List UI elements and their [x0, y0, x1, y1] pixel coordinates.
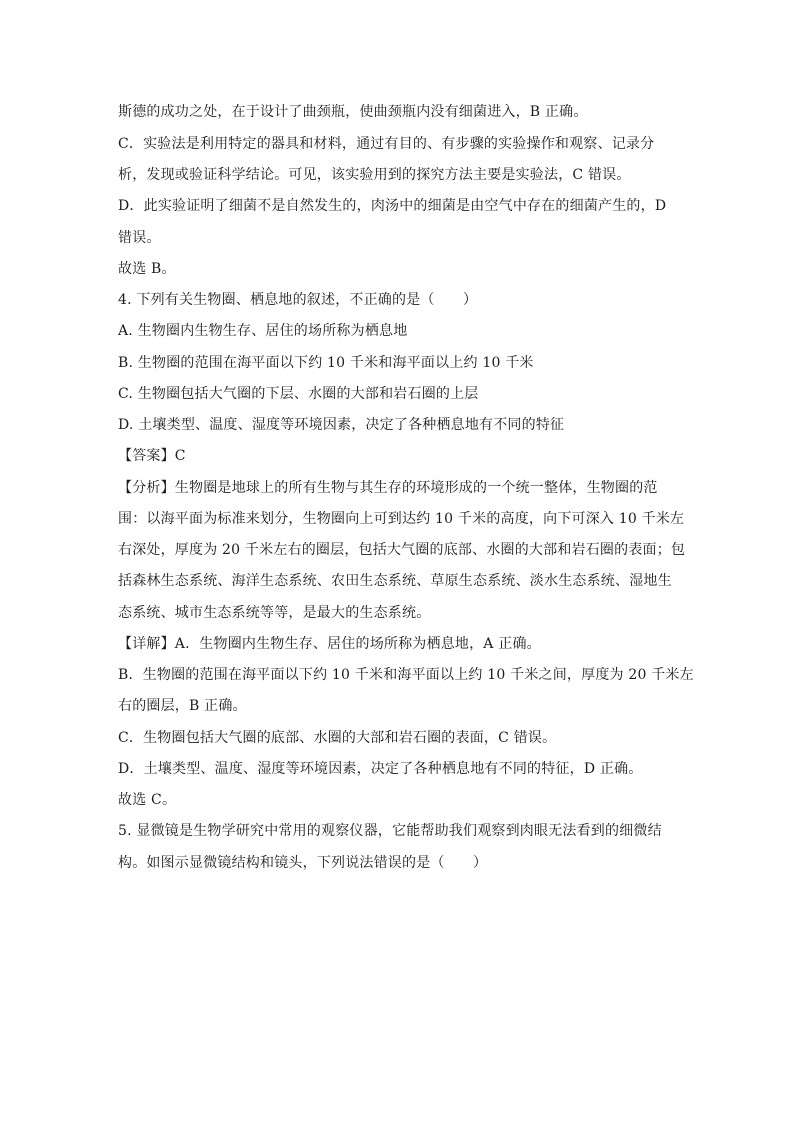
- option-d: D. 土壤类型、温度、湿度等环境因素，决定了各种栖息地有不同的特征: [118, 417, 565, 433]
- option-b: B. 生物圈的范围在海平面以下约 10 千米和海平面以上约 10 千米: [118, 355, 534, 371]
- text-line: 故选 B。: [118, 261, 176, 277]
- answer-line: 【答案】C: [118, 448, 186, 464]
- detail-line: D．土壤类型、温度、湿度等环境因素，决定了各种栖息地有不同的特征，D 正确。: [118, 761, 643, 777]
- detail-line: B．生物圈的范围在海平面以下约 10 千米和海平面以上约 10 千米之间，厚度为 20 千米左: [118, 667, 694, 683]
- analysis-line: 围：以海平面为标准来划分，生物圈向上可到达约 10 千米的高度，向下可深入 10 千米左: [118, 511, 685, 527]
- detail-line: 【详解】A．生物圈内生物生存、居住的场所称为栖息地，A 正确。: [118, 636, 541, 652]
- detail-line: 故选 C。: [118, 792, 177, 808]
- analysis-line: 【分析】生物圈是地球上的所有生物与其生存的环境形成的一个统一整体，生物圈的范: [118, 480, 658, 496]
- text-line: 错误。: [118, 230, 161, 246]
- text-line: 析，发现或验证科学结论。可见，该实验用到的探究方法主要是实验法，C 错误。: [118, 167, 631, 183]
- analysis-line: 右深处，厚度为 20 千米左右的圈层，包括大气圈的底部、水圈的大部和岩石圈的表面；包: [118, 542, 686, 558]
- analysis-line: 括森林生态系统、海洋生态系统、农田生态系统、草原生态系统、淡水生态系统、湿地生: [118, 573, 672, 589]
- text-line: 斯德的成功之处，在于设计了曲颈瓶，使曲颈瓶内没有细菌进入，B 正确。: [118, 104, 588, 120]
- option-a: A. 生物圈内生物生存、居住的场所称为栖息地: [118, 323, 408, 339]
- option-c: C. 生物圈包括大气圈的下层、水圈的大部和岩石圈的上层: [118, 386, 479, 402]
- detail-line: 右的圈层，B 正确。: [118, 698, 247, 714]
- question-5-stem: 5. 显微镜是生物学研究中常用的观察仪器，它能帮助我们观察到肉眼无法看到的细微结: [118, 823, 662, 839]
- text-line: D．此实验证明了细菌不是自然发生的，肉汤中的细菌是由空气中存在的细菌产生的，D: [118, 198, 667, 214]
- question-4-stem: 4. 下列有关生物圈、栖息地的叙述，不正确的是（ ）: [118, 292, 478, 308]
- detail-line: C．生物圈包括大气圈的底部、水圈的大部和岩石圈的表面，C 错误。: [118, 730, 557, 746]
- text-line: C．实验法是利用特定的器具和材料，通过有目的、有步骤的实验操作和观察、记录分: [118, 136, 655, 152]
- question-5-stem: 构。如图示显微镜结构和镜头，下列说法错误的是（ ）: [118, 855, 488, 871]
- analysis-line: 态系统、城市生态系统等等，是最大的生态系统。: [118, 605, 431, 621]
